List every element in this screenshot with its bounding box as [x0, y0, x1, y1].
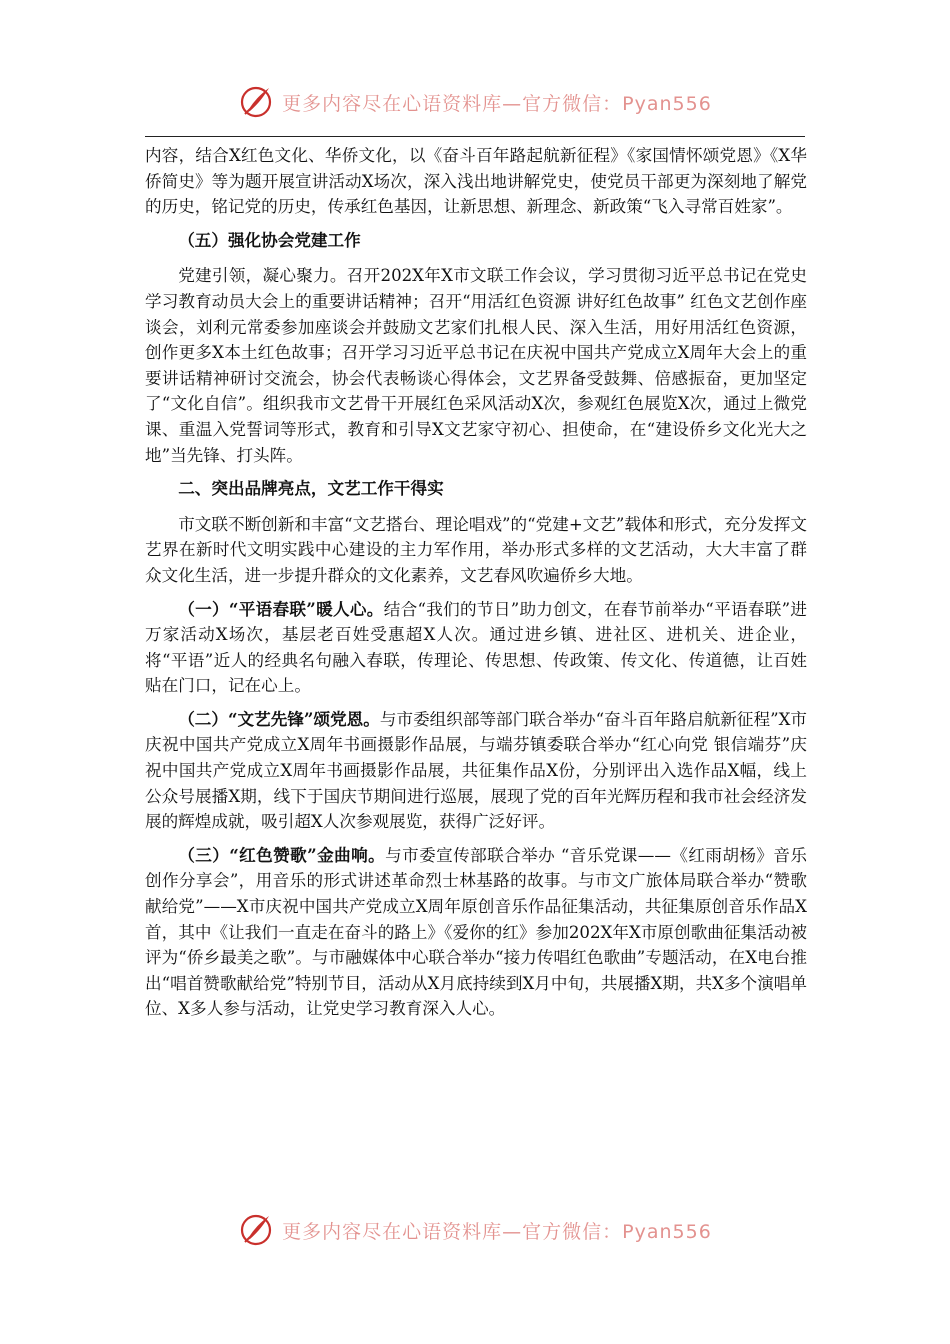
subsection-paragraph [145, 597, 807, 699]
subsection-paragraph [145, 707, 807, 835]
subsection-body: 与市委组织部等部门联合举办“奋斗百年路启航新征程”X市庆祝中国共产党成立X周年书画摄影作品展，与端芬镇委联合举办“红心向党 银信端芬”庆祝中国共产党成立X周年书画摄影作品展，共征集作品X份，分别评出入选作品X幅，线上公众号展播X期，线下于国庆节期间进行巡展，展现了党的百年光辉历程和我市社会经济发展的辉煌成就，吸引超X人次参观展览，获得广泛好评。 [145, 709, 808, 832]
watermark-text: 更多内容尽在心语资料库—官方微信：Pyan556 [282, 1220, 712, 1243]
document-body [145, 143, 807, 1030]
subsection-body: 结合“我们的节日”助力创文，在春节前举办“平语春联”进万家活动X场次，基层老百姓受惠超X人次。通过进乡镇、进社区、进机关、进企业，将“平语”近人的经典名句融入春联，传理论、传思想、传政策、传文化、传道德，让百姓贴在门口，记在心上。 [145, 599, 808, 696]
paragraph: 内容，结合X红色文化、华侨文化，以《奋斗百年路起航新征程》《家国情怀颂党恩》《X华侨简史》等为题开展宣讲活动X场次，深入浅出地讲解党史，使党员干部更为深刻地了解党的历史，铭记党的历史，传承红色基因，让新思想、新理念、新政策“飞入寻常百姓家”。 [145, 146, 807, 217]
header-divider [145, 136, 805, 137]
footer-watermark [0, 1212, 950, 1248]
subsection-title: （一）“平语春联”暖人心。 [178, 598, 384, 619]
subsection-body: 与市委宣传部联合举办 “音乐党课——《红雨胡杨》音乐创作分享会”，用音乐的形式讲述革命烈士林基路的故事。与市文广旅体局联合举办“赞歌献给党”——X市庆祝中国共产党成立X周年原创音乐作品征集活动，共征集原创音乐作品X首，其中《让我们一直走在奋斗的路上》《爱你的红》参加202X年X市原创歌曲征集活动被评为“侨乡最美之歌”。与市融媒体中心联合举办“接力传唱红色歌曲”专题活动，在X电台推出“唱首赞歌献给党”特别节目，活动从X月底持续到X月中旬，共展播X期，共X多个演唱单位、X多人参与活动，让党史学习教育深入人心。 [145, 845, 807, 1019]
subsection-title: （三）“红色赞歌”金曲响。 [178, 844, 386, 865]
quill-logo-icon [238, 1212, 274, 1248]
subsection-title: （二）“文艺先锋”颂党恩。 [178, 708, 380, 729]
section-heading: 二、突出品牌亮点，文艺工作干得实 [178, 478, 444, 499]
paragraph: 党建引领，凝心聚力。召开202X年X市文联工作会议，学习贯彻习近平总书记在党史学习教育动员大会上的重要讲话精神；召开“用活红色资源 讲好红色故事” 红色文艺创作座谈会，刘利元常委参加座谈会并鼓励文艺家们扎根人民、深入生活，用好用活红色资源，创作更多X本土红色故事；召开学习习近平总书记在庆祝中国共产党成立X周年大会上的重要讲话精神研讨交流会，协会代表畅谈心得体会，文艺界备受鼓舞、倍感振奋，更加坚定了“文化自信”。组织我市文艺骨干开展红色采风活动X次，参观红色展览X次，通过上微党课、重温入党誓词等形式，教育和引导X文艺家守初心、担使命，在“建设侨乡文化光大之地”当先锋、打头阵。 [145, 266, 807, 465]
header-watermark [0, 84, 950, 120]
paragraph: 市文联不断创新和丰富“文艺搭台、理论唱戏”的“党建+文艺”载体和形式，充分发挥文艺界在新时代文明实践中心建设的主力军作用，举办形式多样的文艺活动，大大丰富了群众文化生活，进一步提升群众的文化素养，文艺春风吹遍侨乡大地。 [145, 514, 807, 585]
section-heading: （五）强化协会党建工作 [178, 229, 361, 250]
quill-logo-icon [238, 84, 274, 120]
watermark-text: 更多内容尽在心语资料库—官方微信：Pyan556 [282, 92, 712, 115]
subsection-paragraph [145, 843, 807, 1022]
